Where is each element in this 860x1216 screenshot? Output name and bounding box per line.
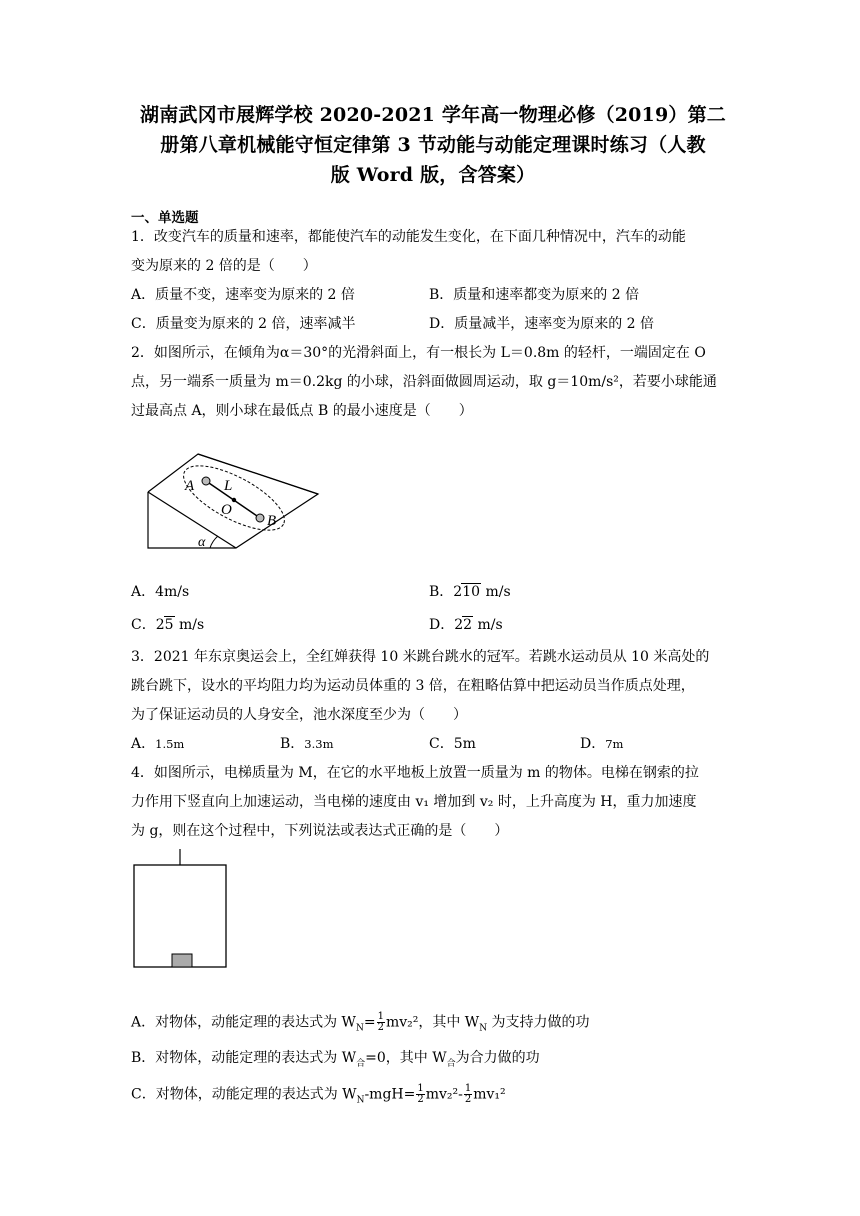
- q1-option-a: A．质量不变，速率变为原来的 2 倍: [131, 287, 355, 303]
- q4-option-b: B．对物体，动能定理的表达式为 $W_合=0$，其中 $W_合$为合力做的功: [131, 1050, 540, 1069]
- q2-option-b: B．210 m/s: [429, 584, 511, 600]
- document-title: [128, 100, 738, 190]
- section-heading: 一、单选题: [131, 210, 199, 226]
- q2-option-c: C．25 m/s: [131, 617, 205, 633]
- q1-option-d: D．质量减半，速率变为原来的 2 倍: [429, 316, 655, 332]
- q3-option-d: D．7m: [580, 736, 624, 752]
- title-line-3: 版 Word 版，含答案）: [330, 164, 536, 186]
- label-alpha: α: [198, 535, 206, 550]
- title-line-2: 册第八章机械能守恒定律第 3 节动能与动能定理课时练习（人教: [160, 134, 706, 156]
- fraction-half: $\frac{1}{2}$: [377, 1011, 384, 1033]
- q2-option-d: D．22 m/s: [429, 617, 503, 633]
- label-a: A: [185, 478, 195, 494]
- q2-option-a: A．4m/s: [131, 584, 190, 600]
- q4-line-3: 为 g，则在这个过程中，下列说法或表达式正确的是（ ）: [131, 823, 509, 839]
- label-b: B: [267, 513, 277, 529]
- q2-line-2: 点，另一端系一质量为 m＝0.2kg 的小球，沿斜面做圆周运动，取 g＝10m/s²，若要小球能通: [131, 374, 717, 390]
- q1-line-1: 1．改变汽车的质量和速率，都能使汽车的动能发生变化，在下面几种情况中，汽车的动能: [131, 229, 686, 245]
- q3-line-1: 3．2021 年东京奥运会上，全红婵获得 10 米跳台跳水的冠军。若跳水运动员从 10 米高处的: [131, 649, 710, 665]
- fraction-half: $\frac{1}{2}$: [417, 1083, 424, 1105]
- q3-option-a: A．1.5m: [131, 736, 185, 752]
- q3-option-b: B．3.3m: [280, 736, 334, 752]
- q2-line-1: 2．如图所示，在倾角为α＝30°的光滑斜面上，有一根长为 L＝0.8m 的轻杆，一端固定在 O: [131, 345, 706, 361]
- incline-figure: [140, 440, 330, 555]
- title-line-1: 湖南武冈市展辉学校 2020-2021 学年高一物理必修（2019）第二: [140, 104, 726, 126]
- q1-option-b: B．质量和速率都变为原来的 2 倍: [429, 287, 640, 303]
- q4-line-1: 4．如图所示，电梯质量为 M，在它的水平地板上放置一质量为 m 的物体。电梯在钢索的拉: [131, 765, 699, 781]
- label-o: O: [221, 502, 232, 518]
- q1-line-2: 变为原来的 2 倍的是（ ）: [131, 258, 317, 274]
- q4-line-2: 力作用下竖直向上加速运动，当电梯的速度由 v₁ 增加到 v₂ 时，上升高度为 H，重力加速度: [131, 794, 697, 810]
- q4-option-c: C．对物体，动能定理的表达式为 $W_N-mgH=$ $\frac{1}{2}$ mv₂²- $\frac{1}{2}$ mv₁²: [131, 1083, 506, 1106]
- q3-option-c: C．5m: [429, 736, 476, 752]
- q1-option-c: C．质量变为原来的 2 倍，速率减半: [131, 316, 356, 332]
- fraction-half: $\frac{1}{2}$: [464, 1083, 472, 1105]
- label-l: L: [224, 478, 233, 494]
- q3-line-2: 跳台跳下，设水的平均阻力均为运动员体重的 3 倍，在粗略估算中把运动员当作质点处理，: [131, 678, 695, 694]
- q2-line-3: 过最高点 A，则小球在最低点 B 的最小速度是（ ）: [131, 403, 473, 419]
- q3-line-3: 为了保证运动员的人身安全，池水深度至少为（ ）: [131, 707, 467, 723]
- elevator-figure: [130, 846, 232, 971]
- q4-option-a: A．对物体，动能定理的表达式为 $W_N=$ $\frac{1}{2}$ mv₂²，其中 $W_N$ 为支持力做的功: [131, 1011, 590, 1034]
